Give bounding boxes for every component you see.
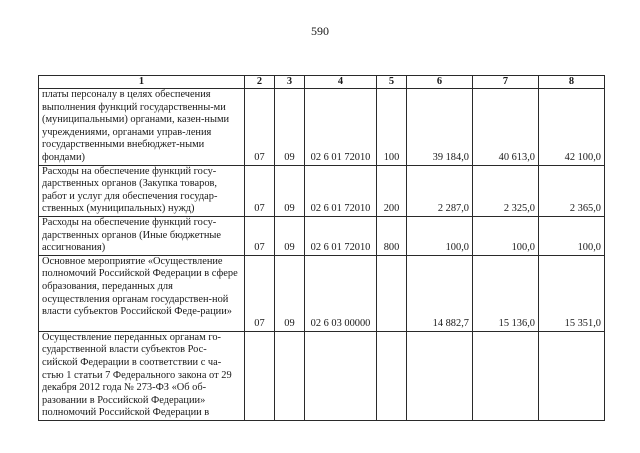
row-description: Расходы на обеспечение функций госу-дарственных органов (Закупка товаров, работ и услуг для обеспечения государ-ственных (муниципальных) нужд)	[39, 165, 245, 216]
target-article-code: 02 6 03 00000	[305, 255, 377, 331]
subsection-code: 09	[275, 165, 305, 216]
expense-type-code: 100	[377, 89, 407, 166]
header-col-7: 7	[473, 76, 539, 89]
section-code: 07	[245, 165, 275, 216]
expense-type-code: 200	[377, 165, 407, 216]
target-article-code	[305, 331, 377, 420]
section-code: 07	[245, 216, 275, 255]
header-col-3: 3	[275, 76, 305, 89]
target-article-code: 02 6 01 72010	[305, 165, 377, 216]
amount-year-2: 40 613,0	[473, 89, 539, 166]
row-description: Основное мероприятие «Осуществление полномочий Российской Федерации в сфере образования, переданных для осуществления органам государствен-ной власти субъектов Российской Феде-рации»	[39, 255, 245, 331]
subsection-code: 09	[275, 216, 305, 255]
table-row	[39, 216, 605, 255]
amount-year-1: 100,0	[407, 216, 473, 255]
row-description: Осуществление переданных органам го-сударственной власти субъектов Рос-сийской Федерации в соответствии с ча-стью 1 статьи 7 Федерального закона от 29 декабря 2012 года № 273-ФЗ «Об об-разовании в Российской Федерации» полномочий Российской Федерации в	[39, 331, 245, 420]
amount-year-3: 100,0	[539, 216, 605, 255]
header-col-1: 1	[39, 76, 245, 89]
amount-year-3: 42 100,0	[539, 89, 605, 166]
amount-year-2: 100,0	[473, 216, 539, 255]
header-col-2: 2	[245, 76, 275, 89]
budget-table	[38, 75, 605, 421]
header-col-5: 5	[377, 76, 407, 89]
table-row	[39, 331, 605, 420]
target-article-code: 02 6 01 72010	[305, 89, 377, 166]
expense-type-code	[377, 331, 407, 420]
amount-year-3	[539, 331, 605, 420]
table-row	[39, 89, 605, 166]
subsection-code: 09	[275, 255, 305, 331]
amount-year-2	[473, 331, 539, 420]
amount-year-3: 2 365,0	[539, 165, 605, 216]
amount-year-1	[407, 331, 473, 420]
section-code: 07	[245, 89, 275, 166]
expense-type-code	[377, 255, 407, 331]
header-col-4: 4	[305, 76, 377, 89]
header-row	[39, 76, 605, 89]
section-code	[245, 331, 275, 420]
target-article-code: 02 6 01 72010	[305, 216, 377, 255]
table-row	[39, 255, 605, 331]
section-code: 07	[245, 255, 275, 331]
amount-year-2: 2 325,0	[473, 165, 539, 216]
header-col-6: 6	[407, 76, 473, 89]
subsection-code	[275, 331, 305, 420]
header-col-8: 8	[539, 76, 605, 89]
amount-year-1: 14 882,7	[407, 255, 473, 331]
subsection-code: 09	[275, 89, 305, 166]
table-row	[39, 165, 605, 216]
page-number: 590	[311, 24, 329, 38]
expense-type-code: 800	[377, 216, 407, 255]
amount-year-3: 15 351,0	[539, 255, 605, 331]
amount-year-1: 2 287,0	[407, 165, 473, 216]
amount-year-2: 15 136,0	[473, 255, 539, 331]
amount-year-1: 39 184,0	[407, 89, 473, 166]
row-description: платы персоналу в целях обеспечения выполнения функций государственны-ми (муниципальными) органами, казен-ными учреждениями, органами управ-ления государственными внебюджет-ными фондами)	[39, 89, 245, 166]
row-description: Расходы на обеспечение функций госу-дарственных органов (Иные бюджетные ассигнования)	[39, 216, 245, 255]
